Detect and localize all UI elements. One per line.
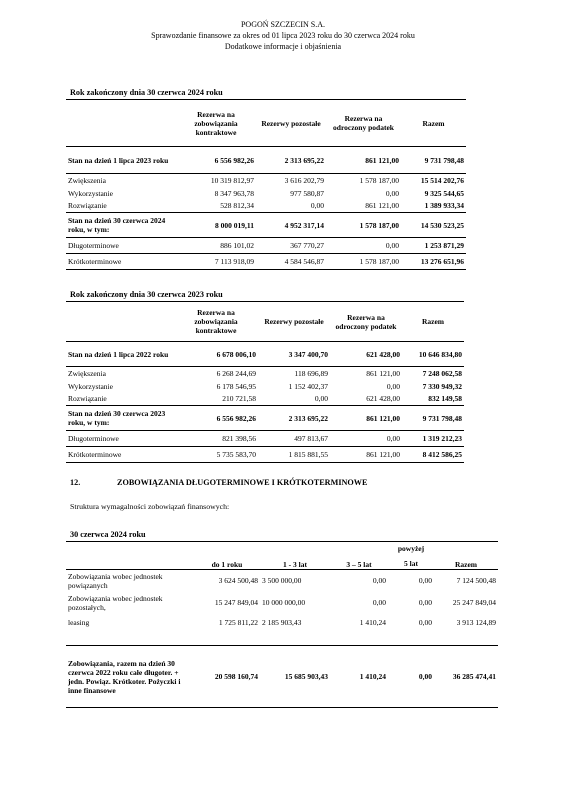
company-name: POGOŃ SZCZECIN S.A. bbox=[240, 20, 325, 29]
col-header: do 1 roku bbox=[194, 542, 260, 570]
col-header: Rezerwa na odroczony podatek bbox=[330, 302, 402, 342]
table-row: Długoterminowe 886 101,02 367 770,27 0,00 1 253 871,29 bbox=[66, 238, 466, 254]
col-header-over5: powyżej 5 lat bbox=[388, 542, 434, 570]
section-title: Dodatkowe informacje i objaśnienia bbox=[224, 42, 342, 51]
maturity-table-title: 30 czerwca 2024 roku bbox=[70, 530, 146, 539]
col-header: Rezerwa na zobowiązania kontraktowe bbox=[176, 100, 256, 147]
table-row: Wykorzystanie 8 347 963,78 977 580,87 0,00 9 325 544,65 bbox=[68, 188, 464, 198]
table-row: Zwiększenia 6 268 244,69 118 696,89 861 121,00 7 248 062,58 bbox=[66, 367, 464, 380]
provisions-table-2024 bbox=[66, 99, 466, 270]
total-row: Zobowiązania, razem na dzień 30 czerwca 2022 roku całe długoter. + jedn. Powiąz. Krótkoter. Pożyczki i inne finansowe 20 598 160,74 15 685 903,43 1 410,24 0,00 36 285 474,41 bbox=[66, 646, 498, 708]
table-row: Stan na dzień 30 czerwca 2024 roku, w tym: 8 000 019,11 4 952 317,14 1 578 187,00 14 530 523,25 bbox=[66, 213, 466, 238]
table-row: Długoterminowe 821 398,56 497 813,67 0,00 1 319 212,23 bbox=[66, 431, 464, 447]
col-header: Razem bbox=[402, 302, 464, 342]
table-2024-title: Rok zakończony dnia 30 czerwca 2024 roku bbox=[70, 88, 223, 97]
col-header: Razem bbox=[434, 542, 498, 570]
table-row: Stan na dzień 30 czerwca 2023 roku, w tym: 6 556 982,26 2 313 695,22 861 121,00 9 731 798,48 bbox=[66, 406, 464, 431]
table-row: Krótkoterminowe 5 735 583,70 1 815 881,55 861 121,00 8 412 586,25 bbox=[66, 447, 464, 463]
table-row: Stan na dzień 1 lipca 2023 roku 6 556 982,26 2 313 695,22 861 121,00 9 731 798,48 bbox=[66, 147, 466, 174]
col-header: 3 – 5 lat bbox=[330, 542, 388, 570]
table-row: Rozwiązanie 528 812,34 0,00 861 121,00 1 389 933,34 bbox=[68, 201, 464, 211]
col-header: Rezerwa na zobowiązania kontraktowe bbox=[174, 302, 258, 342]
table-row: Zwiększenia 10 319 812,97 3 616 202,79 1 578 187,00 15 514 202,76 bbox=[66, 174, 466, 187]
table-row: Stan na dzień 1 lipca 2022 roku 6 678 006,10 3 347 400,70 621 428,00 10 646 834,80 bbox=[66, 342, 464, 367]
maturity-table bbox=[66, 541, 498, 708]
table-row: Wykorzystanie 6 178 546,95 1 152 402,37 0,00 7 330 949,32 bbox=[68, 381, 462, 391]
table-row: Zobowiązania wobec jednostek pozostałych, 15 247 849,04 10 000 000,00 0,00 0,00 25 247 849,04 bbox=[68, 593, 496, 612]
note-title: ZOBOWIĄZANIA DŁUGOTERMINOWE I KRÓTKOTERMINOWE bbox=[117, 478, 368, 487]
col-header: Rezerwy pozostałe bbox=[256, 100, 326, 147]
col-header: Rezerwy pozostałe bbox=[258, 302, 330, 342]
table-2023-title: Rok zakończony dnia 30 czerwca 2023 roku bbox=[70, 290, 223, 299]
report-title: Sprawozdanie finansowe za okres od 01 lipca 2023 roku do 30 czerwca 2024 roku bbox=[151, 31, 415, 40]
col-header: Rezerwa na odroczony podatek bbox=[326, 100, 401, 147]
provisions-table-2023 bbox=[66, 301, 464, 463]
table-row: leasing 1 725 811,22 2 185 903,43 1 410,24 0,00 3 913 124,89 bbox=[68, 618, 496, 627]
table-row: Rozwiązanie 210 721,58 0,00 621 428,00 832 149,58 bbox=[68, 394, 462, 404]
col-header: 1 - 3 lat bbox=[260, 542, 330, 570]
note-number: 12. bbox=[70, 478, 81, 487]
table-row: Zobowiązania wobec jednostek powiązanych 3 624 500,48 3 500 000,00 0,00 0,00 7 124 500,48 bbox=[66, 570, 498, 592]
col-header: Razem bbox=[401, 100, 466, 147]
structure-caption: Struktura wymagalności zobowiązań finansowych: bbox=[70, 502, 230, 511]
table-row: Krótkoterminowe 7 113 918,09 4 584 546,87 1 578 187,00 13 276 651,96 bbox=[66, 254, 466, 270]
